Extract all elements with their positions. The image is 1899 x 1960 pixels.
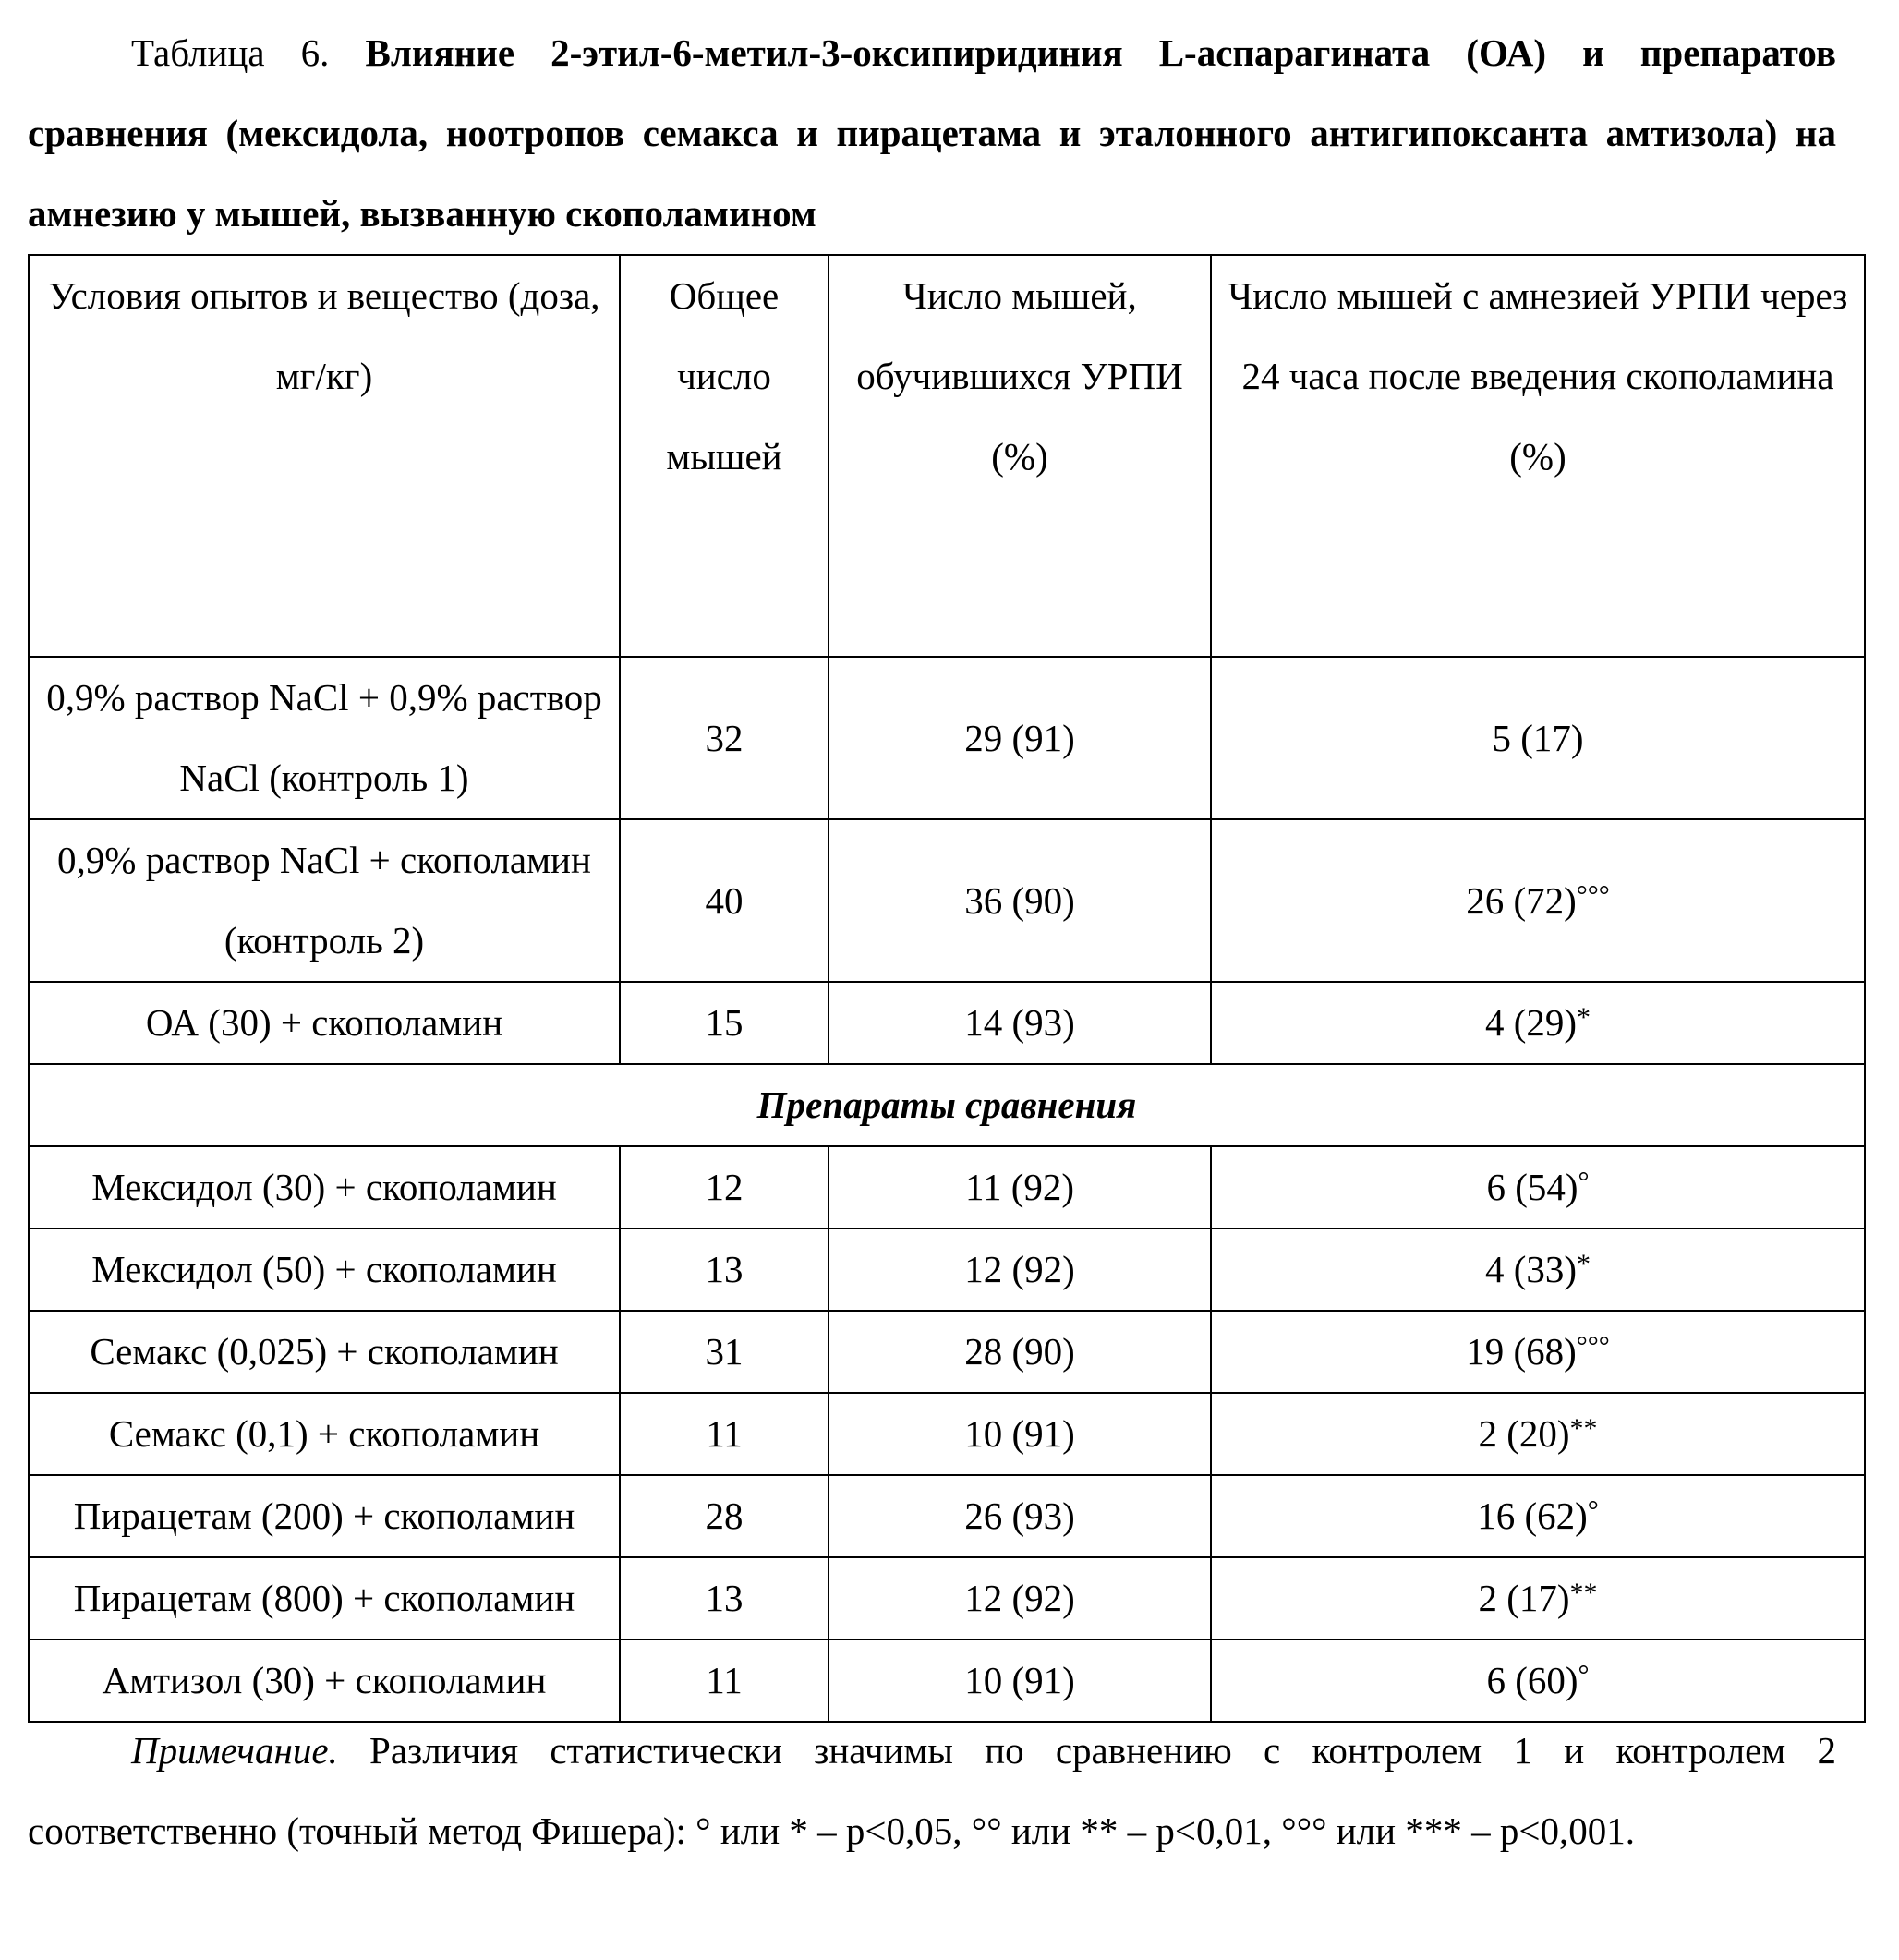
cell-total	[620, 657, 829, 819]
table-row	[29, 1228, 1865, 1311]
cell-condition	[29, 1639, 620, 1722]
cell-trained-text: 10 (91)	[964, 1412, 1075, 1455]
table-row	[29, 1475, 1865, 1557]
cell-trained	[829, 1228, 1211, 1311]
cell-condition	[29, 1475, 620, 1557]
cell-amnesia	[1211, 1557, 1865, 1639]
cell-total	[620, 1475, 829, 1557]
cell-amnesia	[1211, 819, 1865, 982]
cell-total-text: 40	[706, 879, 744, 922]
cell-total-text: 12	[706, 1166, 744, 1208]
significance-mark: °	[1578, 1167, 1590, 1197]
table-caption	[28, 13, 1836, 254]
significance-mark: *	[1577, 1002, 1591, 1033]
cell-trained-text: 11 (92)	[965, 1166, 1074, 1208]
table-row	[29, 819, 1865, 982]
significance-mark: *	[1577, 1249, 1591, 1279]
table-row	[29, 1311, 1865, 1393]
significance-mark: °	[1578, 1660, 1590, 1690]
cell-total	[620, 1228, 829, 1311]
cell-trained	[829, 1311, 1211, 1393]
cell-amnesia	[1211, 1311, 1865, 1393]
significance-mark: **	[1570, 1413, 1598, 1444]
cell-amnesia	[1211, 1228, 1865, 1311]
cell-trained-text: 14 (93)	[964, 1001, 1075, 1044]
cell-condition	[29, 1393, 620, 1475]
cell-condition-text: Мексидол (50) + скополамин	[91, 1248, 557, 1290]
cell-condition	[29, 1557, 620, 1639]
cell-condition-text: 0,9% раствор NaCl + скополамин (контроль 2)	[57, 839, 591, 962]
cell-condition-text: Семакс (0,1) + скополамин	[109, 1412, 539, 1455]
header-total: Общее число мышей	[620, 255, 829, 657]
cell-amnesia-text: 19 (68)	[1466, 1330, 1577, 1373]
cell-amnesia	[1211, 982, 1865, 1064]
cell-condition-text: Мексидол (30) + скополамин	[91, 1166, 557, 1208]
cell-total-text: 15	[706, 1001, 744, 1044]
cell-trained	[829, 819, 1211, 982]
cell-trained-text: 28 (90)	[964, 1330, 1075, 1373]
cell-condition-text: Амтизол (30) + скополамин	[103, 1659, 547, 1701]
table-row	[29, 1146, 1865, 1228]
cell-trained	[829, 657, 1211, 819]
cell-condition	[29, 1228, 620, 1311]
cell-total	[620, 1557, 829, 1639]
section-heading: Препараты сравнения	[29, 1064, 1865, 1146]
cell-trained-text: 26 (93)	[964, 1494, 1075, 1537]
cell-amnesia	[1211, 657, 1865, 819]
cell-amnesia-text: 6 (54)	[1486, 1166, 1578, 1208]
cell-condition	[29, 1146, 620, 1228]
cell-amnesia	[1211, 1393, 1865, 1475]
significance-mark: °°°	[1577, 1331, 1610, 1361]
cell-condition-text: 0,9% раствор NaCl + 0,9% раствор NaCl (контроль 1)	[46, 676, 602, 799]
cell-total-text: 13	[706, 1248, 744, 1290]
section-row	[29, 1064, 1865, 1146]
cell-trained	[829, 1475, 1211, 1557]
cell-amnesia-text: 6 (60)	[1486, 1659, 1578, 1701]
cell-amnesia-text: 26 (72)	[1466, 879, 1577, 922]
cell-trained-text: 12 (92)	[964, 1577, 1075, 1619]
cell-trained	[829, 1639, 1211, 1722]
results-table	[28, 254, 1866, 1723]
caption-title: Влияние 2-этил-6-метил-3-оксипиридиния L-аспарагината (ОА) и препаратов сравнения (мексидола, ноотропов семакса и пирацетама и эталонного антигипоксанта амтизола) на амнезию у мышей, вызванную скополамином	[28, 31, 1836, 235]
significance-mark: °	[1588, 1495, 1599, 1526]
cell-condition	[29, 657, 620, 819]
note-text: Различия статистически значимы по сравнению с контролем 1 и контролем 2 соответственно (точный метод Фишера): ° или * – p<0,05, °° или ** – p<0,01, °°° или *** – p<0,001.	[28, 1729, 1836, 1852]
table-row	[29, 1557, 1865, 1639]
cell-total	[620, 1311, 829, 1393]
cell-condition-text: Семакс (0,025) + скополамин	[90, 1330, 558, 1373]
cell-amnesia-text: 16 (62)	[1477, 1494, 1588, 1537]
cell-amnesia-text: 4 (29)	[1485, 1001, 1577, 1044]
cell-condition-text: Пирацетам (200) + скополамин	[74, 1494, 575, 1537]
cell-total	[620, 1393, 829, 1475]
cell-total-text: 13	[706, 1577, 744, 1619]
table-row	[29, 982, 1865, 1064]
caption-prefix: Таблица 6.	[28, 31, 329, 74]
table-row	[29, 1393, 1865, 1475]
cell-condition-text: Пирацетам (800) + скополамин	[74, 1577, 575, 1619]
header-trained: Число мышей, обучившихся УРПИ (%)	[829, 255, 1211, 657]
table-row	[29, 1639, 1865, 1722]
cell-trained	[829, 982, 1211, 1064]
cell-trained-text: 36 (90)	[964, 879, 1075, 922]
cell-trained-text: 10 (91)	[964, 1659, 1075, 1701]
significance-mark: **	[1570, 1578, 1598, 1608]
significance-mark: °°°	[1577, 880, 1610, 911]
cell-total-text: 11	[706, 1659, 742, 1701]
cell-amnesia	[1211, 1475, 1865, 1557]
cell-total	[620, 1146, 829, 1228]
cell-trained-text: 29 (91)	[964, 717, 1075, 759]
cell-amnesia	[1211, 1146, 1865, 1228]
cell-condition	[29, 982, 620, 1064]
cell-amnesia	[1211, 1639, 1865, 1722]
cell-total	[620, 819, 829, 982]
header-row	[29, 255, 1865, 657]
cell-trained-text: 12 (92)	[964, 1248, 1075, 1290]
cell-total-text: 11	[706, 1412, 742, 1455]
cell-condition	[29, 819, 620, 982]
table-row	[29, 657, 1865, 819]
cell-trained	[829, 1557, 1211, 1639]
cell-trained	[829, 1146, 1211, 1228]
cell-total	[620, 982, 829, 1064]
cell-condition-text: ОА (30) + скополамин	[146, 1001, 502, 1044]
cell-amnesia-text: 2 (20)	[1478, 1412, 1569, 1455]
cell-condition	[29, 1311, 620, 1393]
header-amnesia: Число мышей с амнезией УРПИ через 24 часа после введения скополамина (%)	[1211, 255, 1865, 657]
cell-amnesia-text: 4 (33)	[1485, 1248, 1577, 1290]
table-note	[28, 1711, 1836, 1871]
header-conditions: Условия опытов и вещество (доза, мг/кг)	[29, 255, 620, 657]
cell-trained	[829, 1393, 1211, 1475]
cell-total-text: 31	[706, 1330, 744, 1373]
cell-total-text: 28	[706, 1494, 744, 1537]
note-label: Примечание.	[28, 1729, 338, 1772]
cell-amnesia-text: 2 (17)	[1478, 1577, 1569, 1619]
cell-total-text: 32	[706, 717, 744, 759]
cell-total	[620, 1639, 829, 1722]
cell-amnesia-text: 5 (17)	[1492, 717, 1583, 759]
